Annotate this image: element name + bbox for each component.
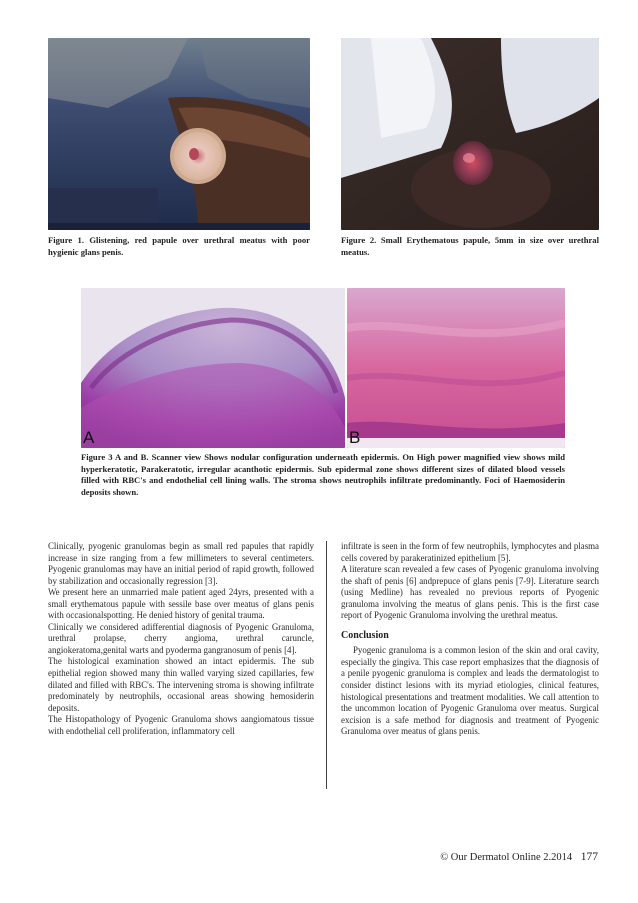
figure-3-panel-a bbox=[81, 288, 345, 448]
figure-1-caption: Figure 1. Glistening, red papule over urethral meatus with poor hygienic glans penis. bbox=[48, 235, 310, 257]
figure-2-photo bbox=[341, 38, 599, 230]
paragraph: The Histopathology of Pyogenic Granuloma shows aangiomatous tissue with endothelial cell proliferation, inflammatory cell bbox=[48, 714, 314, 736]
column-divider bbox=[326, 541, 327, 789]
figure-3-panel-b bbox=[347, 288, 565, 448]
figure-3-caption: Figure 3 A and B. Scanner view Shows nodular configuration underneath epidermis. On High power magnified view shows mild hyperkeratotic, Parakeratotic, irregular acanthotic epidermis. Sub epidermal zone shows different sizes of dilated blood vessels filled with RBC's and endothelial cell lining walls. The stroma shows neutrophils infiltrate predominantly. Foci of Haemosiderin deposits shown. bbox=[81, 452, 565, 497]
paragraph: We present here an unmarried male patient aged 24yrs, presented with a small erythematous papule with sessile base over meatus of glans penis with occasionalspotting. He denied history of genital trauma. bbox=[48, 587, 314, 621]
paragraph: The histological examination showed an intact epidermis. The sub epithelial region showed many thin walled varying sized capillaries, few dilated and filled with RBC's. The intervening stroma is showing infiltrate predominately by neutrophils, occasional areas showing hemosiderin deposits. bbox=[48, 656, 314, 713]
figure-3-panel-a-label: A bbox=[83, 428, 95, 447]
paragraph: A literature scan revealed a few cases of Pyogenic granuloma involving the shaft of penis [6] andprepuce of glans penis [7-9]. Literature search (using Medline) has revealed no previous reports of Pyogenic granuloma involving the meatus of glans penis. This is the first case report of Pyogenic Granuloma involving the urethral meatus. bbox=[341, 564, 599, 621]
figure-1-photo bbox=[48, 38, 310, 230]
copyright-notice: © Our Dermatol Online 2.2014 bbox=[440, 852, 573, 863]
page-number: 177 bbox=[580, 851, 598, 863]
paragraph: infiltrate is seen in the form of few neutrophils, lymphocytes and plasma cells covered by parakeratinized epithelium [5]. bbox=[341, 541, 599, 563]
paragraph: Clinically, pyogenic granulomas begin as small red papules that rapidly increase in size ranging from a few millimeters to several centimeters. Pyogenic granulomas may have an initial period of rapid growth, followed by stabilization and occasionally regression [3]. bbox=[48, 541, 314, 586]
paragraph: Clinically we considered adifferential diagnosis of Pyogenic Granuloma, urethral prolapse, cherry angioma, urethral caruncle, angiokeratoma,genital warts and pyoderma gangranosum of penis [4]. bbox=[48, 621, 314, 655]
figure-2-caption: Figure 2. Small Erythematous papule, 5mm in size over urethral meatus. bbox=[341, 235, 599, 257]
right-column bbox=[341, 541, 599, 738]
conclusion-paragraph: Pyogenic granuloma is a common lesion of the skin and oral cavity, especially the gingiva. This case report emphasizes that the diagnosis of a penile pyogenic granuloma is complex and leads the dermatologist to consider distinct lesions with its myriad etiologies, clinical features, histological presentations and treatment modalities. We call attention to the uncommon location of Pyogenic Granuloma over meatus. Surgical excision is a safe method for diagnosis and treatment of Pyogenic Granuloma over meatus of glans penis. bbox=[341, 645, 599, 737]
conclusion-heading: Conclusion bbox=[341, 629, 389, 641]
left-column bbox=[48, 541, 314, 737]
page-footer bbox=[440, 851, 598, 863]
figure-3-panel-b-label: B bbox=[349, 428, 361, 447]
